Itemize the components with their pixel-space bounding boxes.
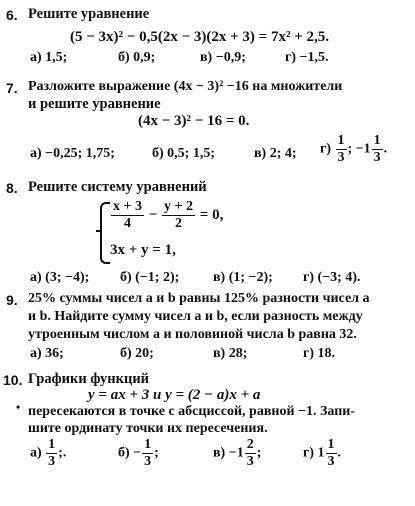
- frac-numerator: 2: [246, 437, 254, 452]
- frac-denominator: 3: [144, 454, 152, 469]
- q7-equation: (4x − 3)² − 16 = 0.: [138, 113, 250, 129]
- q6-answer-d: г) −1,5.: [285, 50, 329, 65]
- q6-answer-c: в) −0,9;: [200, 50, 246, 65]
- q8-answer-c: в) (1; −2);: [213, 270, 273, 285]
- q8-minus: −: [148, 206, 158, 223]
- answer-label: г) 1: [303, 445, 325, 461]
- q10-line2: пересекаются в точке с абсциссой, равной −1. Запи-: [28, 404, 355, 419]
- q10-answer-d-frac: [326, 438, 337, 469]
- q8-answer-b: б) (−1; 2);: [120, 270, 180, 285]
- q7-line2: и решите уравнение: [28, 96, 161, 112]
- q10-line3: шите ординату точки их пересечения.: [28, 421, 268, 436]
- q8-system-eq1: [110, 200, 223, 231]
- q7-answer-b: б) 0,5; 1,5;: [152, 146, 215, 161]
- q6-text: Решите уравнение: [28, 6, 150, 22]
- answer-label: б) −: [118, 445, 142, 461]
- answer-end: .: [337, 445, 342, 461]
- q10-functions: y = ax + 3 и y = (2 − a)x + a: [88, 387, 261, 403]
- q9-answer-b: б) 20;: [120, 346, 154, 361]
- frac-numerator: 1: [337, 133, 345, 148]
- margin-dot: •: [16, 400, 21, 414]
- frac-denominator: 2: [175, 216, 183, 231]
- frac-denominator: 4: [123, 216, 131, 231]
- frac-denominator: 3: [246, 454, 254, 469]
- q10-answer-c-frac: [245, 438, 256, 469]
- q8-answer-a: а) (3; −4);: [30, 270, 90, 285]
- q8-rhs: = 0,: [199, 206, 224, 223]
- frac-numerator: 1: [48, 437, 56, 452]
- q7-answer-a: а) −0,25; 1,75;: [30, 146, 115, 161]
- frac-denominator: 3: [48, 454, 56, 469]
- q7-number: 7.: [6, 80, 18, 96]
- q7-answer-d-frac2: [372, 134, 383, 165]
- frac-denominator: 3: [327, 454, 335, 469]
- frac-numerator: 1: [327, 437, 335, 452]
- q7-answer-d-frac1: [336, 134, 347, 165]
- q8-system-eq2: 3x + y = 1,: [110, 242, 176, 258]
- frac-numerator: y + 2: [164, 199, 194, 214]
- q10-answer-b-frac: [142, 438, 153, 469]
- answer-end: ;.: [58, 445, 67, 461]
- q7-answer-c: в) 2; 4;: [254, 146, 297, 161]
- q9-answer-c: в) 28;: [213, 346, 248, 361]
- q9-line3: утроенным числом a и половиной числа b равна 32.: [28, 327, 357, 342]
- frac-denominator: 3: [373, 150, 381, 165]
- q8-frac1: [111, 200, 144, 231]
- q8-text: Решите систему уравнений: [28, 179, 207, 195]
- q10-answer-b: [118, 438, 159, 469]
- q9-answer-d: г) 18.: [303, 346, 336, 361]
- q6-answer-b: б) 0,9;: [118, 50, 156, 65]
- q7-line1: Разложите выражение (4x − 3)² −16 на множители: [28, 79, 343, 94]
- q7-answer-d-label: г): [320, 141, 332, 157]
- q10-number: 10.: [3, 372, 23, 388]
- frac-numerator: 1: [373, 133, 381, 148]
- frac-denominator: 3: [337, 150, 345, 165]
- q8-number: 8.: [6, 180, 18, 196]
- frac-numerator: 1: [144, 437, 152, 452]
- q7-answer-d: [320, 134, 387, 165]
- q9-number: 9.: [6, 292, 18, 308]
- q9-line1: 25% суммы чисел a и b равны 125% разности чисел a: [28, 291, 370, 306]
- system-brace: [100, 202, 110, 264]
- answer-label: в) −1: [213, 445, 244, 461]
- q8-frac2: [162, 200, 195, 231]
- answer-label: а): [30, 445, 42, 461]
- frac-numerator: x + 3: [113, 199, 142, 214]
- q9-answer-a: а) 36;: [30, 346, 64, 361]
- answer-end: ;: [256, 445, 262, 461]
- answer-end: ;: [154, 445, 159, 461]
- q6-equation: (5 − 3x)² − 0,5(2x − 3)(2x + 3) = 7x² + 2,5.: [70, 29, 329, 45]
- q9-line2: и b. Найдите сумму чисел a и b, если разность между: [28, 309, 363, 324]
- q8-answer-d: г) (−3; 4).: [303, 270, 361, 285]
- q7-answer-d-end: .: [383, 141, 388, 157]
- q10-line1: Графики функций: [28, 371, 150, 387]
- q6-number: 6.: [6, 7, 18, 23]
- q10-answer-c: [213, 438, 261, 469]
- q10-answer-a: [30, 438, 66, 469]
- q7-answer-d-sep: ; −1: [347, 141, 371, 157]
- q10-answer-a-frac: [46, 438, 57, 469]
- q10-answer-d: [303, 438, 341, 469]
- q6-answer-a: а) 1,5;: [30, 50, 68, 65]
